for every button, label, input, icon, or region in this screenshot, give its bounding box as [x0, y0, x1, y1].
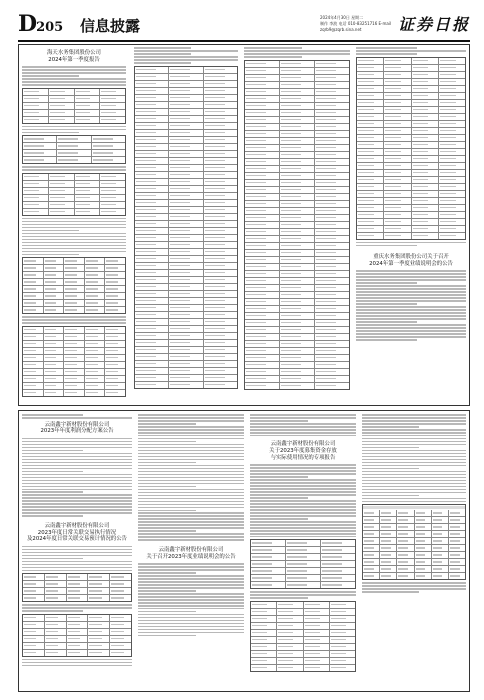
data-table [22, 257, 126, 314]
announcement-title: 重庆水务集团股份公司关于召开 2024年第一季度业绩说明会的公告 [369, 254, 453, 267]
announcement-title: 云南鑫宇新材股份有限公司 关于召开2023年度业绩说明会的公告 [146, 546, 236, 560]
page-number: D205 [18, 11, 64, 37]
fund-usage-table [250, 601, 356, 672]
announcement-title: 云南鑫宇新材股份有限公司 2023年年度利润分配方案公告 [40, 421, 114, 435]
masthead-rule [18, 40, 470, 42]
related-transactions-table [22, 614, 132, 657]
announcement-title: 海天水务集团股份公司 2024年第一季度报告 [47, 50, 101, 63]
related-transactions-table [22, 573, 132, 602]
upper-column-1 [22, 47, 126, 403]
data-table [22, 135, 126, 164]
announcement-title: 云南鑫宇新材股份有限公司 关于2023年度募集资金存放 与实际使用情况的专项报告 [269, 441, 337, 461]
data-table [22, 173, 126, 216]
issue-date: 2024年4月30日 星期二 [320, 15, 364, 20]
data-table [22, 88, 126, 124]
lower-column-3 [250, 414, 356, 688]
financial-table [356, 57, 466, 240]
section-title: 信息披露 [80, 17, 141, 35]
lower-column-4 [362, 414, 466, 688]
lower-column-2 [138, 414, 244, 688]
financial-table [134, 66, 238, 389]
upper-column-2 [134, 47, 238, 403]
data-table [22, 326, 126, 397]
editor-contact: 制作 李波 电话 010-83251716 E-mail zqrb9@zqrb.sina.net [320, 21, 392, 32]
financial-table [244, 60, 350, 390]
upper-column-4 [356, 47, 466, 403]
project-table [362, 504, 466, 580]
newspaper-logo: 证券日报 [397, 15, 470, 34]
fund-usage-table [250, 539, 356, 589]
lower-column-1 [22, 414, 132, 688]
masthead [18, 12, 470, 38]
announcement-title: 云南鑫宇新材股份有限公司 2023年度日常关联交易执行情况 及2024年度日常关联交易预计情况的公告 [27, 522, 127, 543]
upper-column-3 [244, 47, 350, 403]
